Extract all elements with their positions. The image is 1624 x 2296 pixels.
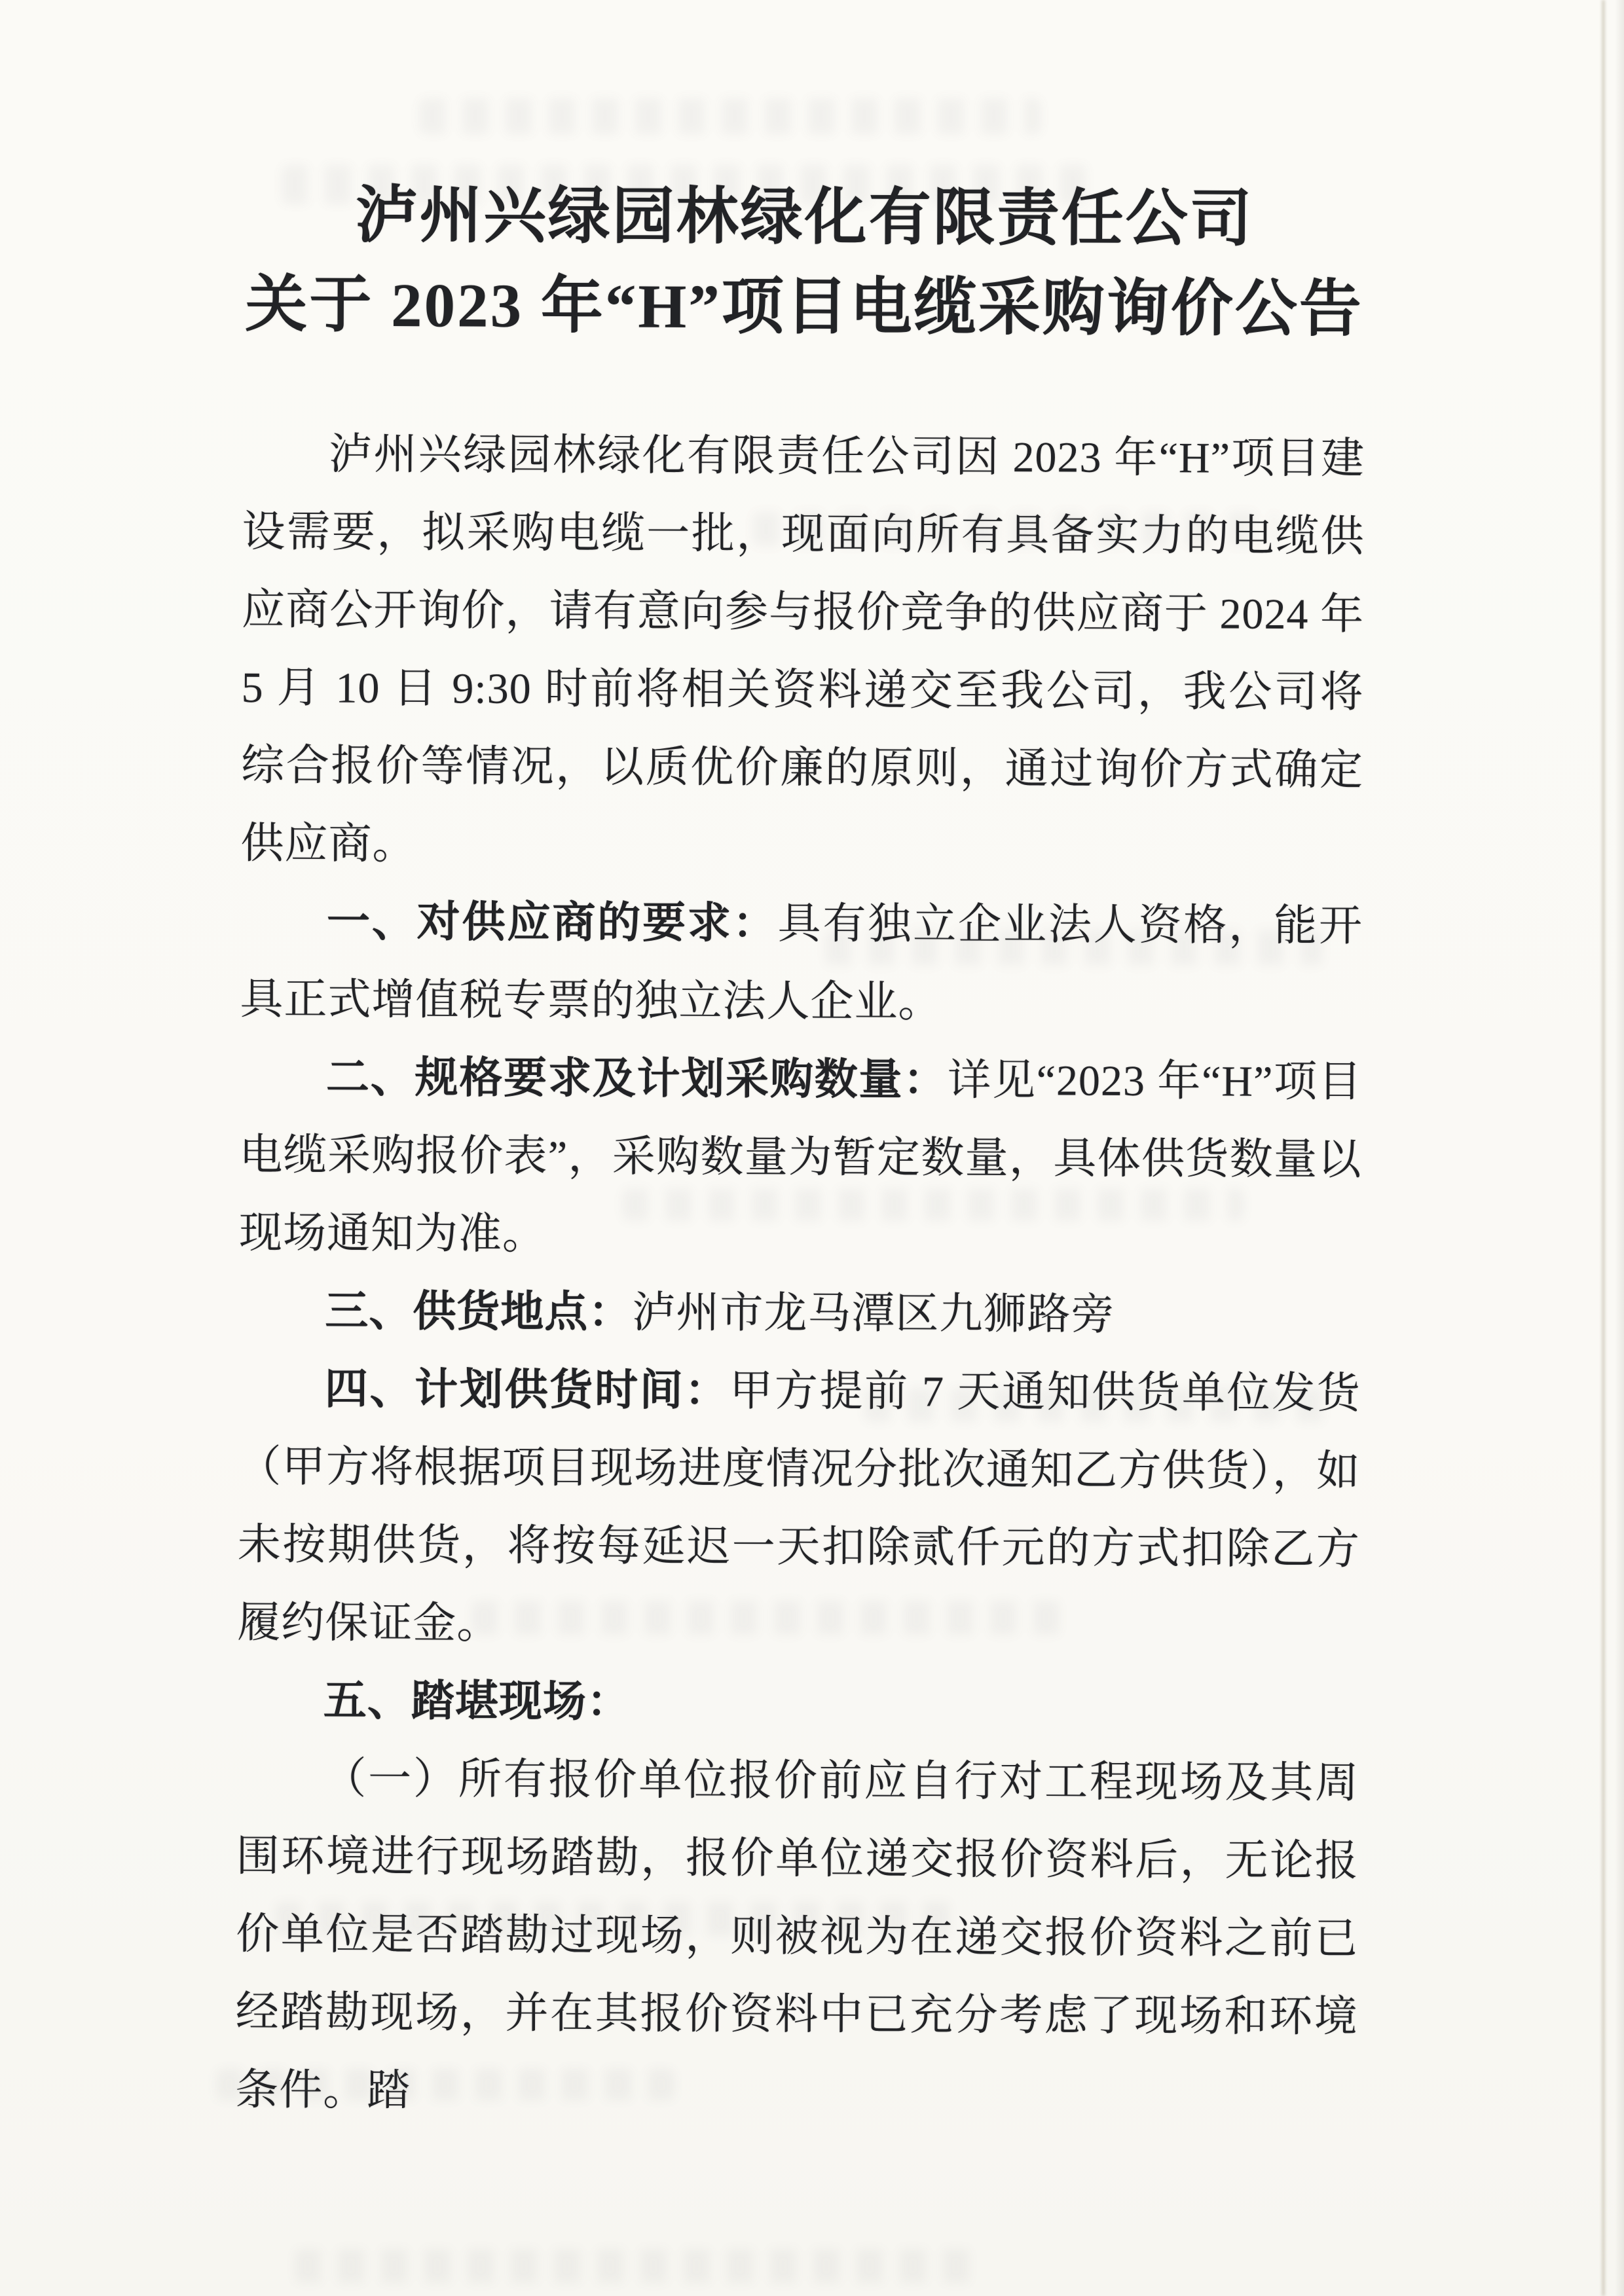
section-6-text: （一）所有报价单位报价前应自行对工程现场及其周围环境进行现场踏勘，报价单位递交报价资料后，无论报价单位是否踏勘过现场，则被视为在递交报价资料之前已经踏勘现场，并在其报价资料中已充分考虑了现场和环境条件。踏 <box>235 1755 1359 2115</box>
scanner-streak <box>1602 0 1605 2296</box>
document-content <box>235 170 1366 2134</box>
section-site-survey <box>237 1662 1360 1744</box>
scan-edge-shadow <box>1615 0 1624 2296</box>
section-2-label: 二、规格要求及计划采购数量： <box>325 1053 948 1104</box>
section-4-label: 四、计划供货时间： <box>324 1365 730 1415</box>
section-2-text: 详见“2023 年“H”项目电缆采购报价表”，采购数量为暂定数量，具体供货数量以现场通知为准。 <box>238 1056 1363 1259</box>
section-1-text: 具有独立企业法人资格，能开具正式增值税专票的独立法人企业。 <box>240 900 1363 1027</box>
section-4-text: 甲方提前 7 天通知供货单位发货（甲方将根据项目现场进度情况分批次通知乙方供货），如未按期供货，将按每延迟一天扣除贰仟元的方式扣除乙方履约保证金。 <box>237 1367 1361 1648</box>
section-1-label: 一、对供应商的要求： <box>326 898 778 948</box>
site-survey-item-1 <box>235 1740 1359 2134</box>
section-5-label: 五、踏堪现场： <box>323 1677 631 1726</box>
section-spec-quantity <box>239 1038 1363 1277</box>
scan-smudge <box>419 98 1041 134</box>
section-3-label: 三、供货地点： <box>325 1287 633 1337</box>
document-title-line2: 关于 2023 年“H”项目电缆采购询价公告 <box>245 270 1364 344</box>
document-title-line1: 泸州兴绿园林绿化有限责任公司 <box>355 180 1254 254</box>
section-delivery-location <box>238 1272 1361 1355</box>
section-delivery-time <box>237 1350 1361 1666</box>
section-3-text: 泸州市龙马潭区九狮路旁 <box>632 1288 1115 1339</box>
section-supplier-requirements <box>240 883 1363 1043</box>
intro-paragraph: 泸州兴绿园林绿化有限责任公司因 2023 年“H”项目建设需要，拟采购电缆一批，现面向所有具备实力的电缆供应商公开询价，请有意向参与报价竞争的供应商于 2024 年 5 月 10 日 9:30 时前将相关资料递交至我公司，我公司将综合报价等情况，以质优价廉的原则，通过询价方式确定供应商。 <box>240 430 1365 869</box>
scan-smudge <box>295 2249 982 2283</box>
